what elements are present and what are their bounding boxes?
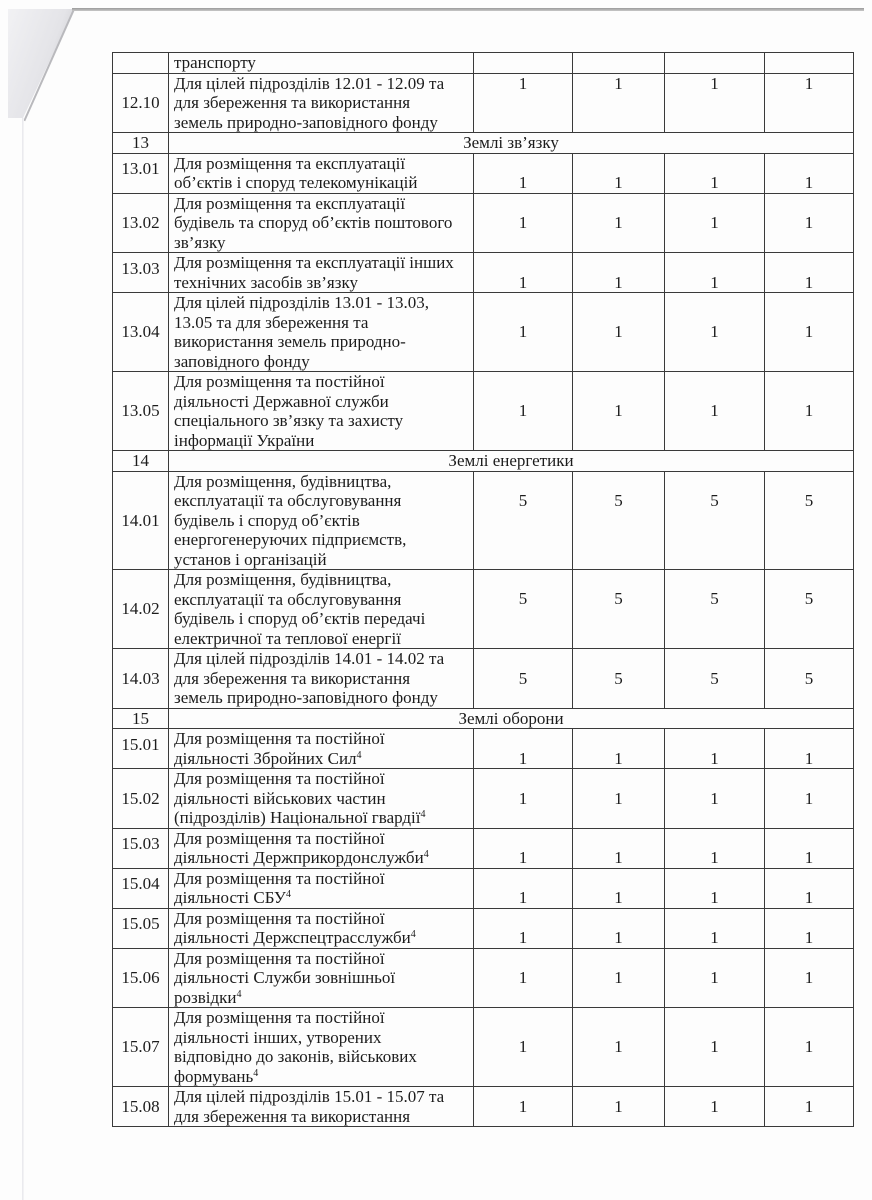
row-description: транспорту — [169, 53, 474, 74]
row-code: 14.01 — [113, 471, 169, 570]
row-description-cell — [169, 729, 474, 769]
row-value-1: 1 — [474, 868, 573, 908]
section-row — [113, 451, 854, 472]
row-description: Для розміщення та постійної діяльності Держспецтрасслужби — [174, 908, 411, 947]
section-code: 14 — [113, 451, 169, 472]
section-row — [113, 133, 854, 154]
table-row — [113, 471, 854, 570]
table-row — [113, 729, 854, 769]
row-description: Для розміщення та експлуатації будівель та споруд об’єктів поштового зв’язку — [169, 193, 474, 253]
row-value-4: 5 — [765, 471, 854, 570]
row-value-3 — [665, 53, 765, 74]
row-code: 12.10 — [113, 73, 169, 133]
row-value-4: 1 — [765, 769, 854, 829]
row-value-1: 1 — [474, 193, 573, 253]
row-value-3: 1 — [665, 828, 765, 868]
land-purpose-table — [112, 52, 854, 1127]
row-value-3: 1 — [665, 908, 765, 948]
row-description-cell — [169, 1008, 474, 1087]
row-code: 13.04 — [113, 293, 169, 372]
row-value-4: 1 — [765, 908, 854, 948]
table-row — [113, 1087, 854, 1127]
row-value-4: 1 — [765, 868, 854, 908]
table-row — [113, 828, 854, 868]
row-value-2: 1 — [573, 193, 665, 253]
row-value-2: 1 — [573, 293, 665, 372]
footnote-marker: 4 — [410, 929, 416, 940]
row-code: 15.02 — [113, 769, 169, 829]
row-value-1: 1 — [474, 372, 573, 451]
row-description: Для розміщення та постійної діяльності Держприкордонслужби — [174, 828, 424, 867]
row-code: 15.08 — [113, 1087, 169, 1127]
row-description: Для цілей підрозділів 15.01 - 15.07 та для збереження та використання — [169, 1087, 474, 1127]
row-description: Для розміщення, будівництва, експлуатації та обслуговування будівель і споруд об’єктів передачі електричної та теплової енергії — [169, 570, 474, 649]
row-value-2: 5 — [573, 570, 665, 649]
row-description: Для цілей підрозділів 13.01 - 13.03, 13.05 та для збереження та використання земель природно- заповідного фонду — [169, 293, 474, 372]
row-description-cell — [169, 948, 474, 1008]
row-value-2: 1 — [573, 828, 665, 868]
row-value-4 — [765, 53, 854, 74]
row-value-2: 1 — [573, 153, 665, 193]
row-description: Для розміщення та постійної діяльності Державної служби спеціального зв’язку та захисту інформації України — [169, 372, 474, 451]
section-row — [113, 708, 854, 729]
row-value-3: 5 — [665, 570, 765, 649]
row-code — [113, 53, 169, 74]
page-top-edge — [72, 8, 864, 11]
row-value-4: 1 — [765, 372, 854, 451]
footnote-marker: 4 — [285, 889, 291, 900]
row-value-2: 1 — [573, 729, 665, 769]
row-value-2 — [573, 53, 665, 74]
row-value-3: 1 — [665, 868, 765, 908]
row-value-3: 1 — [665, 1087, 765, 1127]
page-left-edge — [22, 118, 24, 1200]
row-value-3: 1 — [665, 729, 765, 769]
section-title: Землі зв’язку — [169, 133, 854, 154]
row-value-1: 1 — [474, 153, 573, 193]
row-description: Для розміщення та постійної діяльності Служби зовнішньої розвідки — [174, 948, 396, 1007]
row-value-1 — [474, 53, 573, 74]
row-description: Для розміщення та постійної діяльності військових частин (підрозділів) Національної гвардії — [174, 769, 421, 827]
row-value-4: 1 — [765, 293, 854, 372]
row-description: Для розміщення та експлуатації об’єктів і споруд телекомунікацій — [169, 153, 474, 193]
table-row — [113, 253, 854, 293]
row-code: 15.03 — [113, 828, 169, 868]
footnote-marker: 4 — [423, 849, 429, 860]
row-description-cell — [169, 769, 474, 829]
row-value-4: 1 — [765, 1008, 854, 1087]
row-value-2: 1 — [573, 372, 665, 451]
row-value-2: 5 — [573, 471, 665, 570]
row-code: 15.01 — [113, 729, 169, 769]
row-code: 14.03 — [113, 649, 169, 709]
row-value-3: 1 — [665, 153, 765, 193]
row-value-1: 1 — [474, 293, 573, 372]
row-value-2: 1 — [573, 868, 665, 908]
row-value-1: 1 — [474, 729, 573, 769]
row-value-1: 1 — [474, 73, 573, 133]
row-value-4: 1 — [765, 153, 854, 193]
row-value-1: 1 — [474, 908, 573, 948]
row-value-1: 1 — [474, 948, 573, 1008]
row-code: 14.02 — [113, 570, 169, 649]
section-title: Землі енергетики — [169, 451, 854, 472]
row-value-4: 5 — [765, 649, 854, 709]
row-value-1: 1 — [474, 1008, 573, 1087]
row-description: Для розміщення, будівництва, експлуатації та обслуговування будівель і споруд об’єктів енергогенеруючих підприємств, установ і організацій — [169, 471, 474, 570]
row-value-4: 1 — [765, 948, 854, 1008]
table-row — [113, 868, 854, 908]
footnote-marker: 4 — [356, 749, 362, 761]
row-value-4: 1 — [765, 73, 854, 133]
footnote-marker: 4 — [253, 1067, 259, 1079]
row-value-1: 5 — [474, 649, 573, 709]
row-value-2: 1 — [573, 253, 665, 293]
table-row — [113, 908, 854, 948]
row-value-3: 1 — [665, 372, 765, 451]
row-value-2: 5 — [573, 649, 665, 709]
row-description: Для розміщення та постійної діяльності СБУ — [174, 868, 385, 907]
row-value-1: 1 — [474, 1087, 573, 1127]
row-value-4: 1 — [765, 729, 854, 769]
row-description: Для розміщення та постійної діяльності інших, утворених відповідно до законів, військових формувань — [174, 1008, 417, 1086]
row-value-1: 1 — [474, 828, 573, 868]
row-code: 15.07 — [113, 1008, 169, 1087]
table-row — [113, 73, 854, 133]
table-row — [113, 570, 854, 649]
table-row — [113, 372, 854, 451]
row-value-3: 5 — [665, 649, 765, 709]
row-value-3: 1 — [665, 1008, 765, 1087]
row-description: Для цілей підрозділів 12.01 - 12.09 та для збереження та використання земель природно-заповідного фонду — [169, 73, 474, 133]
row-code: 15.05 — [113, 908, 169, 948]
row-code: 13.05 — [113, 372, 169, 451]
footnote-marker: 4 — [420, 809, 426, 820]
row-value-1: 5 — [474, 471, 573, 570]
row-value-2: 1 — [573, 73, 665, 133]
row-value-3: 1 — [665, 948, 765, 1008]
row-description: Для цілей підрозділів 14.01 - 14.02 та для збереження та використання земель природно-заповідного фонду — [169, 649, 474, 709]
row-value-2: 1 — [573, 948, 665, 1008]
row-value-3: 1 — [665, 769, 765, 829]
table-row — [113, 153, 854, 193]
row-value-2: 1 — [573, 908, 665, 948]
row-value-2: 1 — [573, 1087, 665, 1127]
section-title: Землі оборони — [169, 708, 854, 729]
footnote-marker: 4 — [236, 988, 242, 1000]
row-code: 13.02 — [113, 193, 169, 253]
row-value-4: 5 — [765, 570, 854, 649]
row-value-3: 1 — [665, 293, 765, 372]
table-row — [113, 649, 854, 709]
row-code: 15.04 — [113, 868, 169, 908]
row-description-cell — [169, 828, 474, 868]
row-description: Для розміщення та постійної діяльності Збройних Сил — [174, 729, 385, 768]
row-code: 13.01 — [113, 153, 169, 193]
row-value-1: 1 — [474, 769, 573, 829]
row-value-3: 1 — [665, 193, 765, 253]
table-row — [113, 948, 854, 1008]
row-value-3: 1 — [665, 253, 765, 293]
row-value-3: 1 — [665, 73, 765, 133]
row-code: 15.06 — [113, 948, 169, 1008]
row-value-2: 1 — [573, 769, 665, 829]
table-row — [113, 193, 854, 253]
table-row — [113, 293, 854, 372]
row-description-cell — [169, 908, 474, 948]
row-value-2: 1 — [573, 1008, 665, 1087]
row-value-4: 1 — [765, 253, 854, 293]
table-row — [113, 53, 854, 74]
row-value-3: 5 — [665, 471, 765, 570]
section-code: 13 — [113, 133, 169, 154]
table-row — [113, 769, 854, 829]
row-value-4: 1 — [765, 193, 854, 253]
section-code: 15 — [113, 708, 169, 729]
row-value-1: 5 — [474, 570, 573, 649]
row-description-cell — [169, 868, 474, 908]
table-row — [113, 1008, 854, 1087]
row-value-4: 1 — [765, 828, 854, 868]
row-value-1: 1 — [474, 253, 573, 293]
row-code: 13.03 — [113, 253, 169, 293]
row-description: Для розміщення та експлуатації інших технічних засобів зв’язку — [169, 253, 474, 293]
row-value-4: 1 — [765, 1087, 854, 1127]
